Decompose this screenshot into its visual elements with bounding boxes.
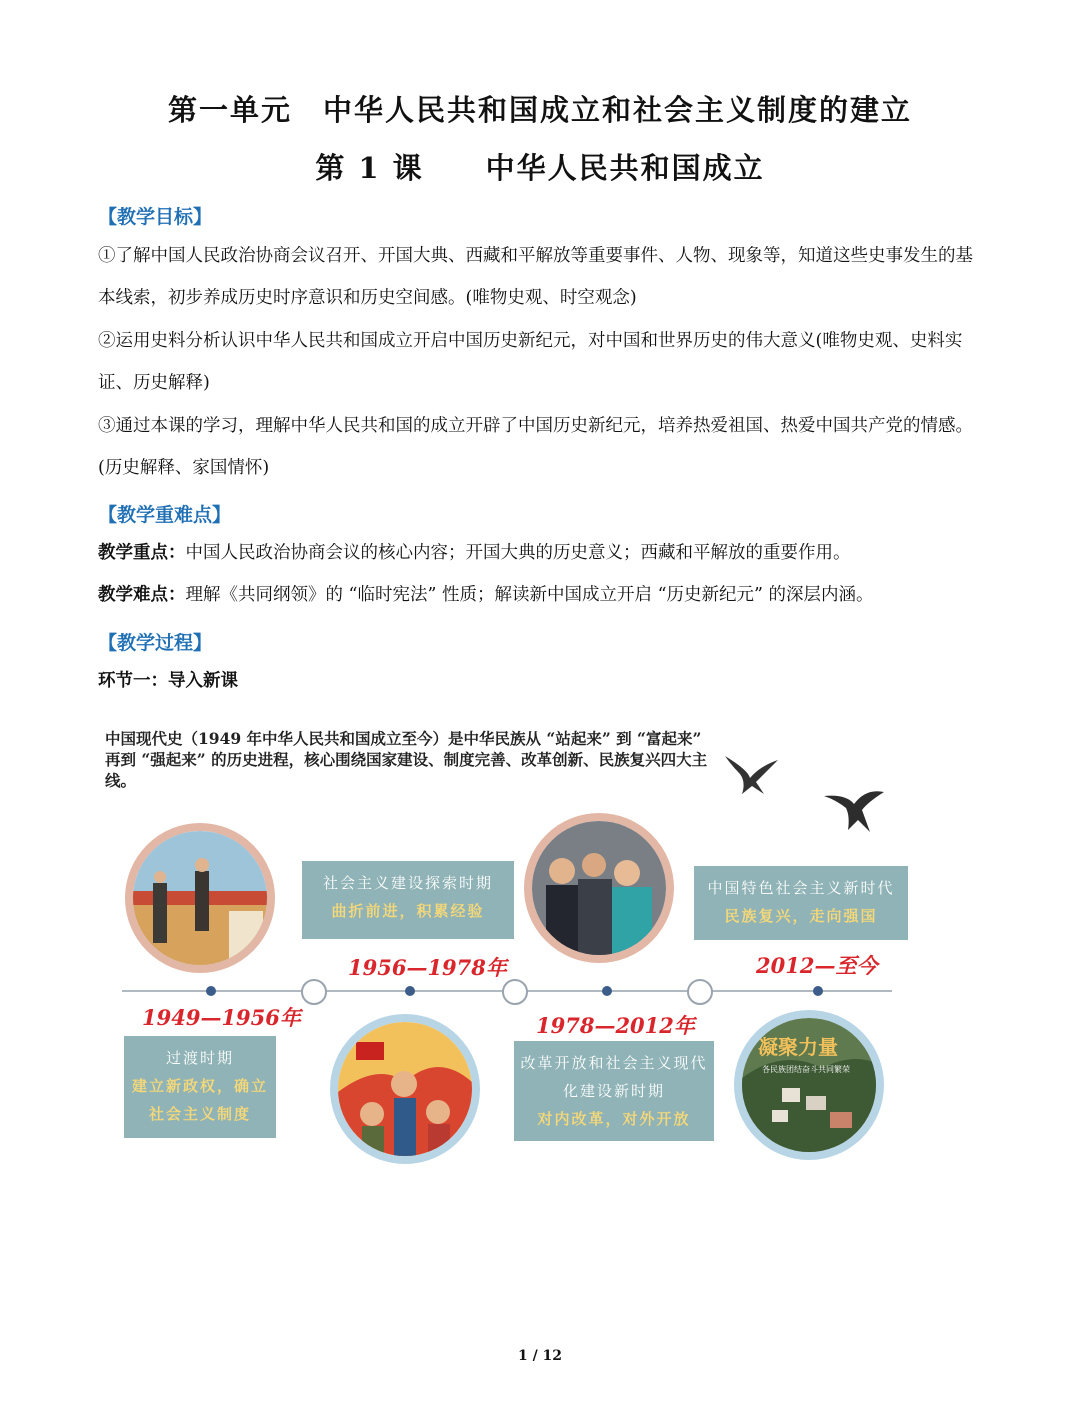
- swallow-icon: [822, 776, 886, 836]
- poster-subtitle: 各民族团结奋斗共同繁荣: [762, 1065, 850, 1074]
- period-year: 1949—1956年: [142, 1005, 301, 1030]
- period-box-3: [514, 1041, 714, 1141]
- timeline-ring: [301, 979, 327, 1005]
- timeline-dot: [206, 986, 216, 996]
- difficult-text: 理解《共同纲领》的 “临时宪法” 性质；解读新中国成立开启 “历史新纪元” 的深层内涵。: [185, 585, 874, 605]
- difficult-point: [98, 574, 988, 616]
- lesson-title: 第 1 课 中华人民共和国成立: [315, 151, 765, 185]
- period-year: 2012—至今: [756, 953, 878, 978]
- timeline-ring: [502, 979, 528, 1005]
- period-box-4: [694, 866, 908, 940]
- goal-1: ①了解中国人民政治协商会议召开、开国大典、西藏和平解放等重要事件、人物、现象等，知道这些史事发生的基本线索，初步养成历史时序意识和历史空间感。(唯物史观、时空观念): [98, 246, 973, 308]
- page-number: 1 / 12: [517, 1348, 563, 1364]
- history-timeline-figure: [100, 718, 920, 1188]
- unit-title: 第一单元 中华人民共和国成立和社会主义制度的建立: [167, 93, 912, 127]
- step1-heading: 环节一：导入新课: [98, 671, 238, 691]
- process-heading: 【教学过程】: [98, 632, 213, 654]
- period-desc: 建立新政权，确立社会主义制度: [131, 1077, 268, 1123]
- timeline-ring: [687, 979, 713, 1005]
- period-desc: 对内改革，对外开放: [537, 1110, 691, 1128]
- timeline-dot: [813, 986, 823, 996]
- period-desc: 曲折前进，积累经验: [331, 902, 485, 920]
- new-era-poster-image: [734, 1010, 884, 1160]
- timeline-intro: 中国现代史（1949 年中华人民共和国成立至今）是中华民族从 “站起来” 到 “富起来” 再到 “强起来” 的历史进程，核心围绕国家建设、制度完善、改革创新、民族复兴四大主线。: [105, 729, 708, 790]
- key-point: [98, 532, 988, 574]
- timeline-dot: [405, 986, 415, 996]
- period-name: 改革开放和社会主义现代化建设新时期: [520, 1054, 708, 1100]
- period-box-1: [124, 1036, 276, 1138]
- keypoints-heading: 【教学重难点】: [98, 504, 232, 526]
- swallow-icon: [720, 748, 780, 798]
- key-text: 中国人民政治协商会议的核心内容；开国大典的历史意义；西藏和平解放的重要作用。: [185, 543, 851, 563]
- goals-heading: 【教学目标】: [98, 206, 213, 228]
- period-name: 过渡时期: [165, 1049, 234, 1067]
- goal-2: ②运用史料分析认识中华人民共和国成立开启中国历史新纪元，对中国和世界历史的伟大意义(唯物史观、史料实证、历史解释): [98, 331, 963, 393]
- difficult-label: 教学难点：: [98, 585, 186, 605]
- timeline-dot: [602, 986, 612, 996]
- construction-poster-image: [330, 1014, 480, 1164]
- period-name: 中国特色社会主义新时代: [707, 879, 895, 897]
- goal-3: ③通过本课的学习，理解中华人民共和国的成立开辟了中国历史新纪元，培养热爱祖国、热爱中国共产党的情感。(历史解释、家国情怀): [98, 416, 973, 478]
- key-label: 教学重点：: [98, 543, 186, 563]
- period-year: 1956—1978年: [348, 955, 507, 980]
- poster-title: 凝聚力量: [758, 1035, 838, 1059]
- founding-ceremony-image: [125, 823, 275, 973]
- period-name: 社会主义建设探索时期: [322, 874, 493, 892]
- period-box-2: [302, 861, 514, 939]
- period-year: 1978—2012年: [536, 1013, 695, 1038]
- reform-era-image: [524, 813, 674, 963]
- period-desc: 民族复兴，走向强国: [724, 907, 878, 925]
